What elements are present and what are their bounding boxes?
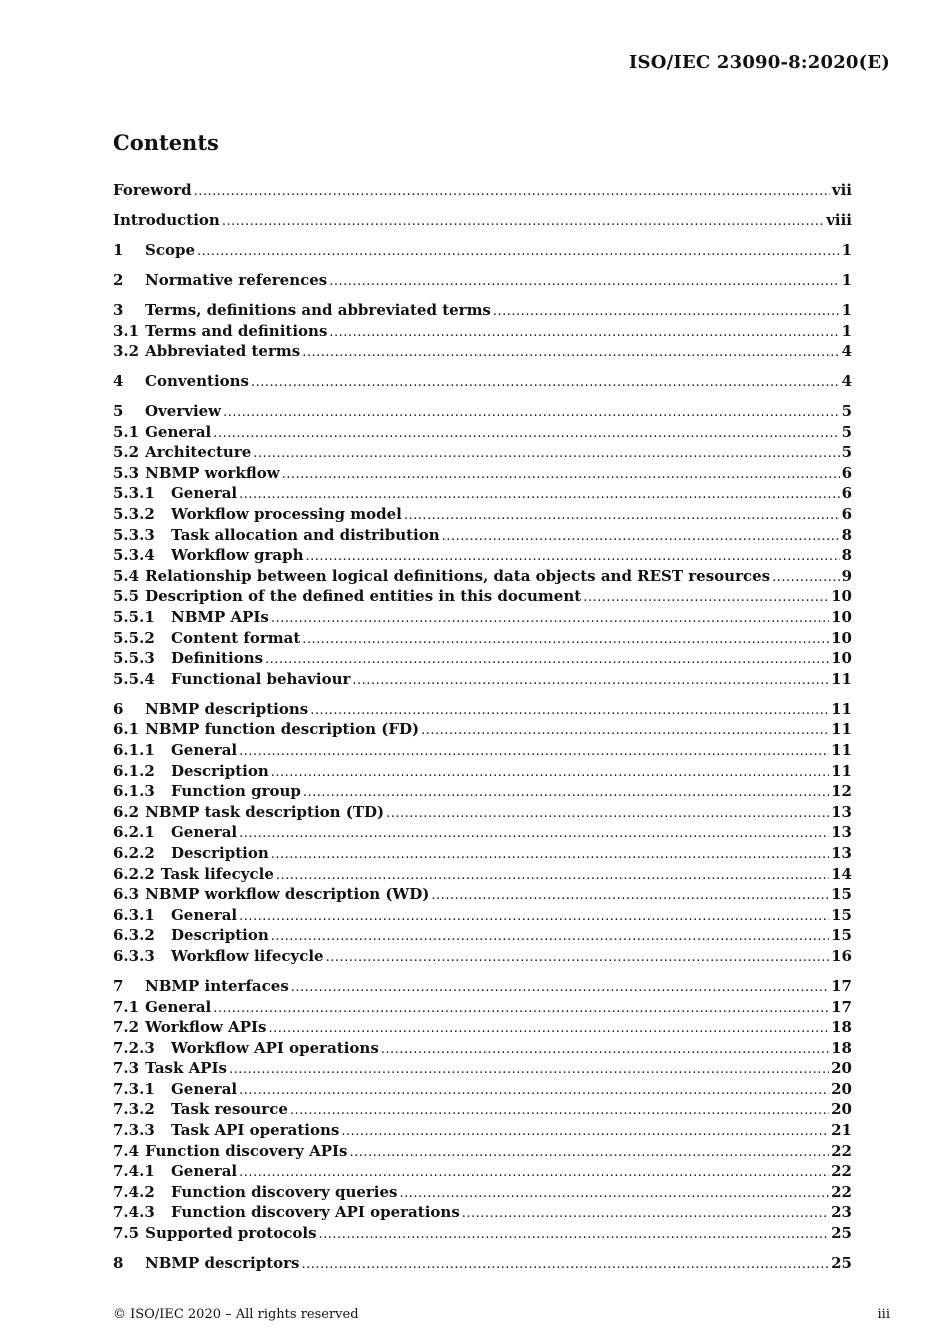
dot-leader [583,586,829,609]
page-footer [113,1307,890,1322]
toc-entry-title: NBMP workflow [145,463,280,482]
toc-entry-number: 7.1 [113,997,140,1016]
toc-entry-number: 5.5.3 [113,649,155,668]
toc-entry[interactable] [113,905,852,926]
dot-leader [319,1223,830,1246]
toc-entry[interactable] [113,545,852,566]
toc-entry-title: Content format [171,628,301,647]
toc-entry-page: 17 [831,976,852,995]
toc-entry-title: Function discovery queries [171,1182,398,1201]
page-number: iii [877,1307,890,1322]
toc-entry-number: 7.3.2 [113,1100,155,1119]
toc-entry-page: 11 [831,740,852,759]
toc-entry-number: 7.4.3 [113,1203,155,1222]
dot-leader [268,1017,829,1040]
toc-entry-title: Normative references [145,270,328,289]
dot-leader [290,1099,829,1122]
toc-entry[interactable] [113,1202,852,1223]
toc-entry-page: 4 [841,342,852,361]
toc-entry[interactable] [113,648,852,669]
toc-entry-title: Workflow processing model [171,505,402,524]
toc-entry-page: 22 [831,1162,852,1181]
toc-entry-title: General [171,823,238,842]
dot-leader [301,1253,829,1276]
toc-entry[interactable] [113,864,852,885]
toc-entry-number: 6.3.1 [113,905,155,924]
table-of-contents [113,180,852,1274]
toc-entry[interactable] [113,463,852,484]
toc-entry[interactable] [113,740,852,761]
toc-entry-title: Overview [145,402,222,421]
toc-entry-number: 6.2.2 [113,864,155,883]
toc-entry[interactable] [113,1079,852,1100]
toc-entry-number: 4 [113,372,124,391]
dot-leader [310,699,829,722]
toc-entry[interactable] [113,781,852,802]
toc-entry-number: 5.3.4 [113,546,155,565]
toc-entry-number: 3.1 [113,321,140,340]
toc-entry-page: 6 [841,463,852,482]
toc-entry[interactable] [113,802,852,823]
toc-entry-number: 5.5.4 [113,669,155,688]
dot-leader [229,1058,829,1081]
toc-entry-page: 10 [831,608,852,627]
toc-entry[interactable] [113,1223,852,1244]
dot-leader [239,483,839,506]
toc-entry-page: 20 [831,1079,852,1098]
toc-entry-page: 10 [831,649,852,668]
toc-entry-number: 6 [113,699,124,718]
toc-entry-title: Workflow graph [171,546,304,565]
toc-entry-title: General [171,484,238,503]
toc-entry-page: 13 [831,802,852,821]
toc-entry-page: 21 [831,1121,852,1140]
toc-entry-number: 7.3.3 [113,1121,155,1140]
toc-entry-number: 5.3 [113,463,140,482]
toc-entry-title: Task allocation and distribution [171,525,440,544]
toc-entry-page: 20 [831,1100,852,1119]
dot-leader [271,843,829,866]
toc-entry-title: Foreword [113,181,192,199]
toc-entry-title: NBMP workflow description (WD) [145,885,430,904]
toc-entry-number: 5.3.2 [113,505,155,524]
toc-entry-page: 22 [831,1182,852,1201]
toc-entry-number: 6.3.3 [113,946,155,965]
toc-entry-number: 6.2.1 [113,823,155,842]
toc-entry[interactable] [113,504,852,525]
toc-entry-number: 6.1 [113,720,140,739]
toc-entry-page: 5 [841,402,852,421]
toc-entry-number: 3 [113,300,124,319]
toc-entry-title: General [145,997,212,1016]
toc-entry-title: Definitions [171,649,264,668]
toc-entry[interactable] [113,442,852,463]
toc-entry-number: 7 [113,976,124,995]
toc-entry[interactable] [113,669,852,690]
dot-leader [329,321,839,344]
dot-leader [302,341,839,364]
toc-entry[interactable] [113,300,852,321]
toc-entry-page: 12 [831,782,852,801]
dot-leader [239,822,829,845]
toc-entry-number: 5.1 [113,422,140,441]
toc-entry-title: NBMP descriptors [145,1254,300,1273]
dot-leader [276,864,829,887]
toc-entry-page: 5 [841,422,852,441]
dot-leader [421,719,829,742]
dot-leader [271,761,829,784]
toc-entry-page: 25 [831,1224,852,1243]
toc-entry-title: Workflow APIs [145,1018,267,1037]
toc-entry-page: 10 [831,628,852,647]
dot-leader [253,442,839,465]
toc-entry-number: 5.3.3 [113,525,155,544]
dot-leader [239,740,829,763]
toc-entry-title: General [171,740,238,759]
toc-entry-page: 18 [831,1038,852,1057]
dot-leader [251,371,840,394]
toc-entry-page: 1 [841,240,852,259]
toc-entry[interactable] [113,1058,852,1079]
toc-entry[interactable] [113,946,852,967]
dot-leader [493,300,840,323]
toc-entry-number: 5.5.2 [113,628,155,647]
dot-leader [303,781,829,804]
toc-entry[interactable] [113,719,852,740]
toc-entry[interactable] [113,1017,852,1038]
toc-entry-title: Workflow lifecycle [171,946,324,965]
toc-entry-number: 6.2.2 [113,843,155,862]
toc-entry-title: Scope [145,240,196,259]
toc-entry[interactable] [113,321,852,342]
document-header: ISO/IEC 23090-8:2020(E) [628,52,890,73]
toc-entry-number: 5.4 [113,566,140,585]
toc-entry-page: 11 [831,669,852,688]
toc-entry-page: 23 [831,1203,852,1222]
toc-entry-number: 2 [113,270,124,289]
dot-leader [239,905,829,928]
toc-entry-page: 4 [841,372,852,391]
toc-entry-title: NBMP task description (TD) [145,802,385,821]
toc-entry-title: NBMP function description (FD) [145,720,420,739]
toc-entry-page: 15 [831,905,852,924]
toc-entry-title: General [171,1079,238,1098]
toc-entry[interactable] [113,997,852,1018]
dot-leader [291,976,829,999]
toc-entry-title: Terms and definitions [145,321,328,340]
toc-entry[interactable] [113,1099,852,1120]
toc-entry[interactable] [113,371,852,392]
toc-entry-title: Description [171,843,269,862]
toc-entry-number: 7.4.1 [113,1162,155,1181]
dot-leader [271,925,829,948]
toc-entry[interactable] [113,1120,852,1141]
toc-entry-page: 8 [841,546,852,565]
toc-entry[interactable] [113,843,852,864]
toc-entry-page: 10 [831,587,852,606]
dot-leader [386,802,829,825]
dot-leader [462,1202,829,1225]
dot-leader [197,240,840,263]
dot-leader [271,607,829,630]
page-title: Contents [113,130,219,155]
dot-leader [239,1079,829,1102]
dot-leader [326,946,830,969]
toc-entry-title: Conventions [145,372,249,391]
toc-entry-number: 7.2 [113,1018,140,1037]
toc-entry-page: 11 [831,720,852,739]
toc-entry-title: Relationship between logical definitions, data objects and REST resources [145,566,771,585]
dot-leader [349,1141,829,1164]
toc-entry-number: 6.3 [113,885,140,904]
toc-entry-page: 6 [841,484,852,503]
dot-leader [223,401,839,424]
toc-entry-page: 1 [841,300,852,319]
toc-entry-number: 7.5 [113,1224,140,1243]
toc-entry-page: 11 [831,761,852,780]
toc-entry-page: 15 [831,885,852,904]
toc-entry-page: 9 [841,566,852,585]
dot-leader [341,1120,829,1143]
toc-entry-page: 16 [831,946,852,965]
toc-entry[interactable] [113,1253,852,1274]
toc-entry-page: 5 [841,443,852,462]
toc-entry[interactable] [113,566,852,587]
toc-entry-title: NBMP descriptions [145,699,309,718]
toc-entry[interactable] [113,240,852,261]
dot-leader [239,1161,829,1184]
toc-entry-title: Function group [171,782,301,801]
toc-entry-title: Description of the defined entities in this document [145,587,582,606]
toc-entry-page: vii [831,181,852,199]
toc-entry[interactable] [113,422,852,443]
toc-entry-title: Function discovery API operations [171,1203,460,1222]
toc-entry-title: General [145,422,212,441]
toc-entry-page: 1 [841,321,852,340]
toc-entry-number: 5.2 [113,443,140,462]
dot-leader [302,628,829,651]
dot-leader [194,180,830,203]
toc-entry-page: 20 [831,1059,852,1078]
copyright-notice: © ISO/IEC 2020 – All rights reserved [113,1307,359,1322]
toc-entry-number: 6.1.3 [113,782,155,801]
toc-entry-title: Introduction [113,210,220,229]
toc-entry-page: 15 [831,926,852,945]
toc-entry-page: 25 [831,1254,852,1273]
toc-entry-page: 13 [831,843,852,862]
dot-leader [329,270,839,293]
dot-leader [213,422,839,445]
toc-entry-title: NBMP interfaces [145,976,289,995]
toc-entry-title: Task resource [171,1100,288,1119]
toc-entry-number: 6.2 [113,802,140,821]
dot-leader [431,884,829,907]
toc-entry-page: 1 [841,270,852,289]
toc-entry-page: viii [826,210,852,229]
toc-entry-title: General [171,1162,238,1181]
toc-entry-title: Workflow API operations [171,1038,379,1057]
toc-entry-title: Supported protocols [145,1224,317,1243]
toc-entry-page: 18 [831,1018,852,1037]
dot-leader [352,669,829,692]
toc-entry-title: Functional behaviour [171,669,351,688]
toc-entry-number: 8 [113,1254,124,1273]
toc-entry-page: 8 [841,525,852,544]
dot-leader [305,545,839,568]
toc-entry-title: Description [171,926,269,945]
toc-entry[interactable] [113,525,852,546]
toc-entry-title: Task APIs [145,1059,227,1078]
toc-entry[interactable] [113,210,852,231]
toc-entry[interactable] [113,341,852,362]
toc-entry-title: Function discovery APIs [145,1141,348,1160]
toc-entry[interactable] [113,884,852,905]
dot-leader [772,566,839,589]
toc-entry-page: 14 [831,864,852,883]
toc-entry-number: 1 [113,240,124,259]
toc-entry-title: Architecture [145,443,252,462]
toc-entry-title: Task lifecycle [160,864,274,883]
toc-entry[interactable] [113,628,852,649]
toc-entry[interactable] [113,1182,852,1203]
toc-entry-page: 22 [831,1141,852,1160]
toc-entry[interactable] [113,401,852,422]
toc-entry-number: 6.1.1 [113,740,155,759]
toc-entry[interactable] [113,976,852,997]
toc-entry-number: 7.4.2 [113,1182,155,1201]
toc-entry-number: 5 [113,402,124,421]
toc-entry[interactable] [113,483,852,504]
toc-entry-title: Task API operations [171,1121,340,1140]
toc-entry-page: 11 [831,699,852,718]
toc-entry[interactable] [113,180,852,201]
dot-leader [442,525,840,548]
toc-entry-title: NBMP APIs [171,608,269,627]
dot-leader [381,1038,829,1061]
toc-entry-title: General [171,905,238,924]
toc-entry-number: 5.5 [113,587,140,606]
toc-entry[interactable] [113,607,852,628]
toc-entry[interactable] [113,1141,852,1162]
toc-entry[interactable] [113,1038,852,1059]
toc-entry-number: 7.4 [113,1141,140,1160]
dot-leader [265,648,829,671]
dot-leader [222,210,824,233]
toc-entry[interactable] [113,699,852,720]
toc-entry-number: 3.2 [113,342,140,361]
toc-entry-title: Description [171,761,269,780]
toc-entry-number: 5.5.1 [113,608,155,627]
toc-entry-title: Abbreviated terms [145,342,301,361]
toc-entry-title: Terms, definitions and abbreviated terms [145,300,491,319]
toc-entry-number: 7.2.3 [113,1038,155,1057]
dot-leader [213,997,829,1020]
toc-entry[interactable] [113,586,852,607]
toc-entry-number: 5.3.1 [113,484,155,503]
toc-entry-number: 7.3.1 [113,1079,155,1098]
toc-entry[interactable] [113,270,852,291]
toc-entry-page: 6 [841,505,852,524]
toc-entry[interactable] [113,1161,852,1182]
dot-leader [404,504,840,527]
toc-entry-number: 7.3 [113,1059,140,1078]
toc-entry-number: 6.1.2 [113,761,155,780]
toc-entry[interactable] [113,822,852,843]
toc-entry-page: 13 [831,823,852,842]
toc-entry-page: 17 [831,997,852,1016]
dot-leader [282,463,840,486]
toc-entry[interactable] [113,761,852,782]
toc-entry[interactable] [113,925,852,946]
toc-entry-number: 6.3.2 [113,926,155,945]
dot-leader [400,1182,830,1205]
